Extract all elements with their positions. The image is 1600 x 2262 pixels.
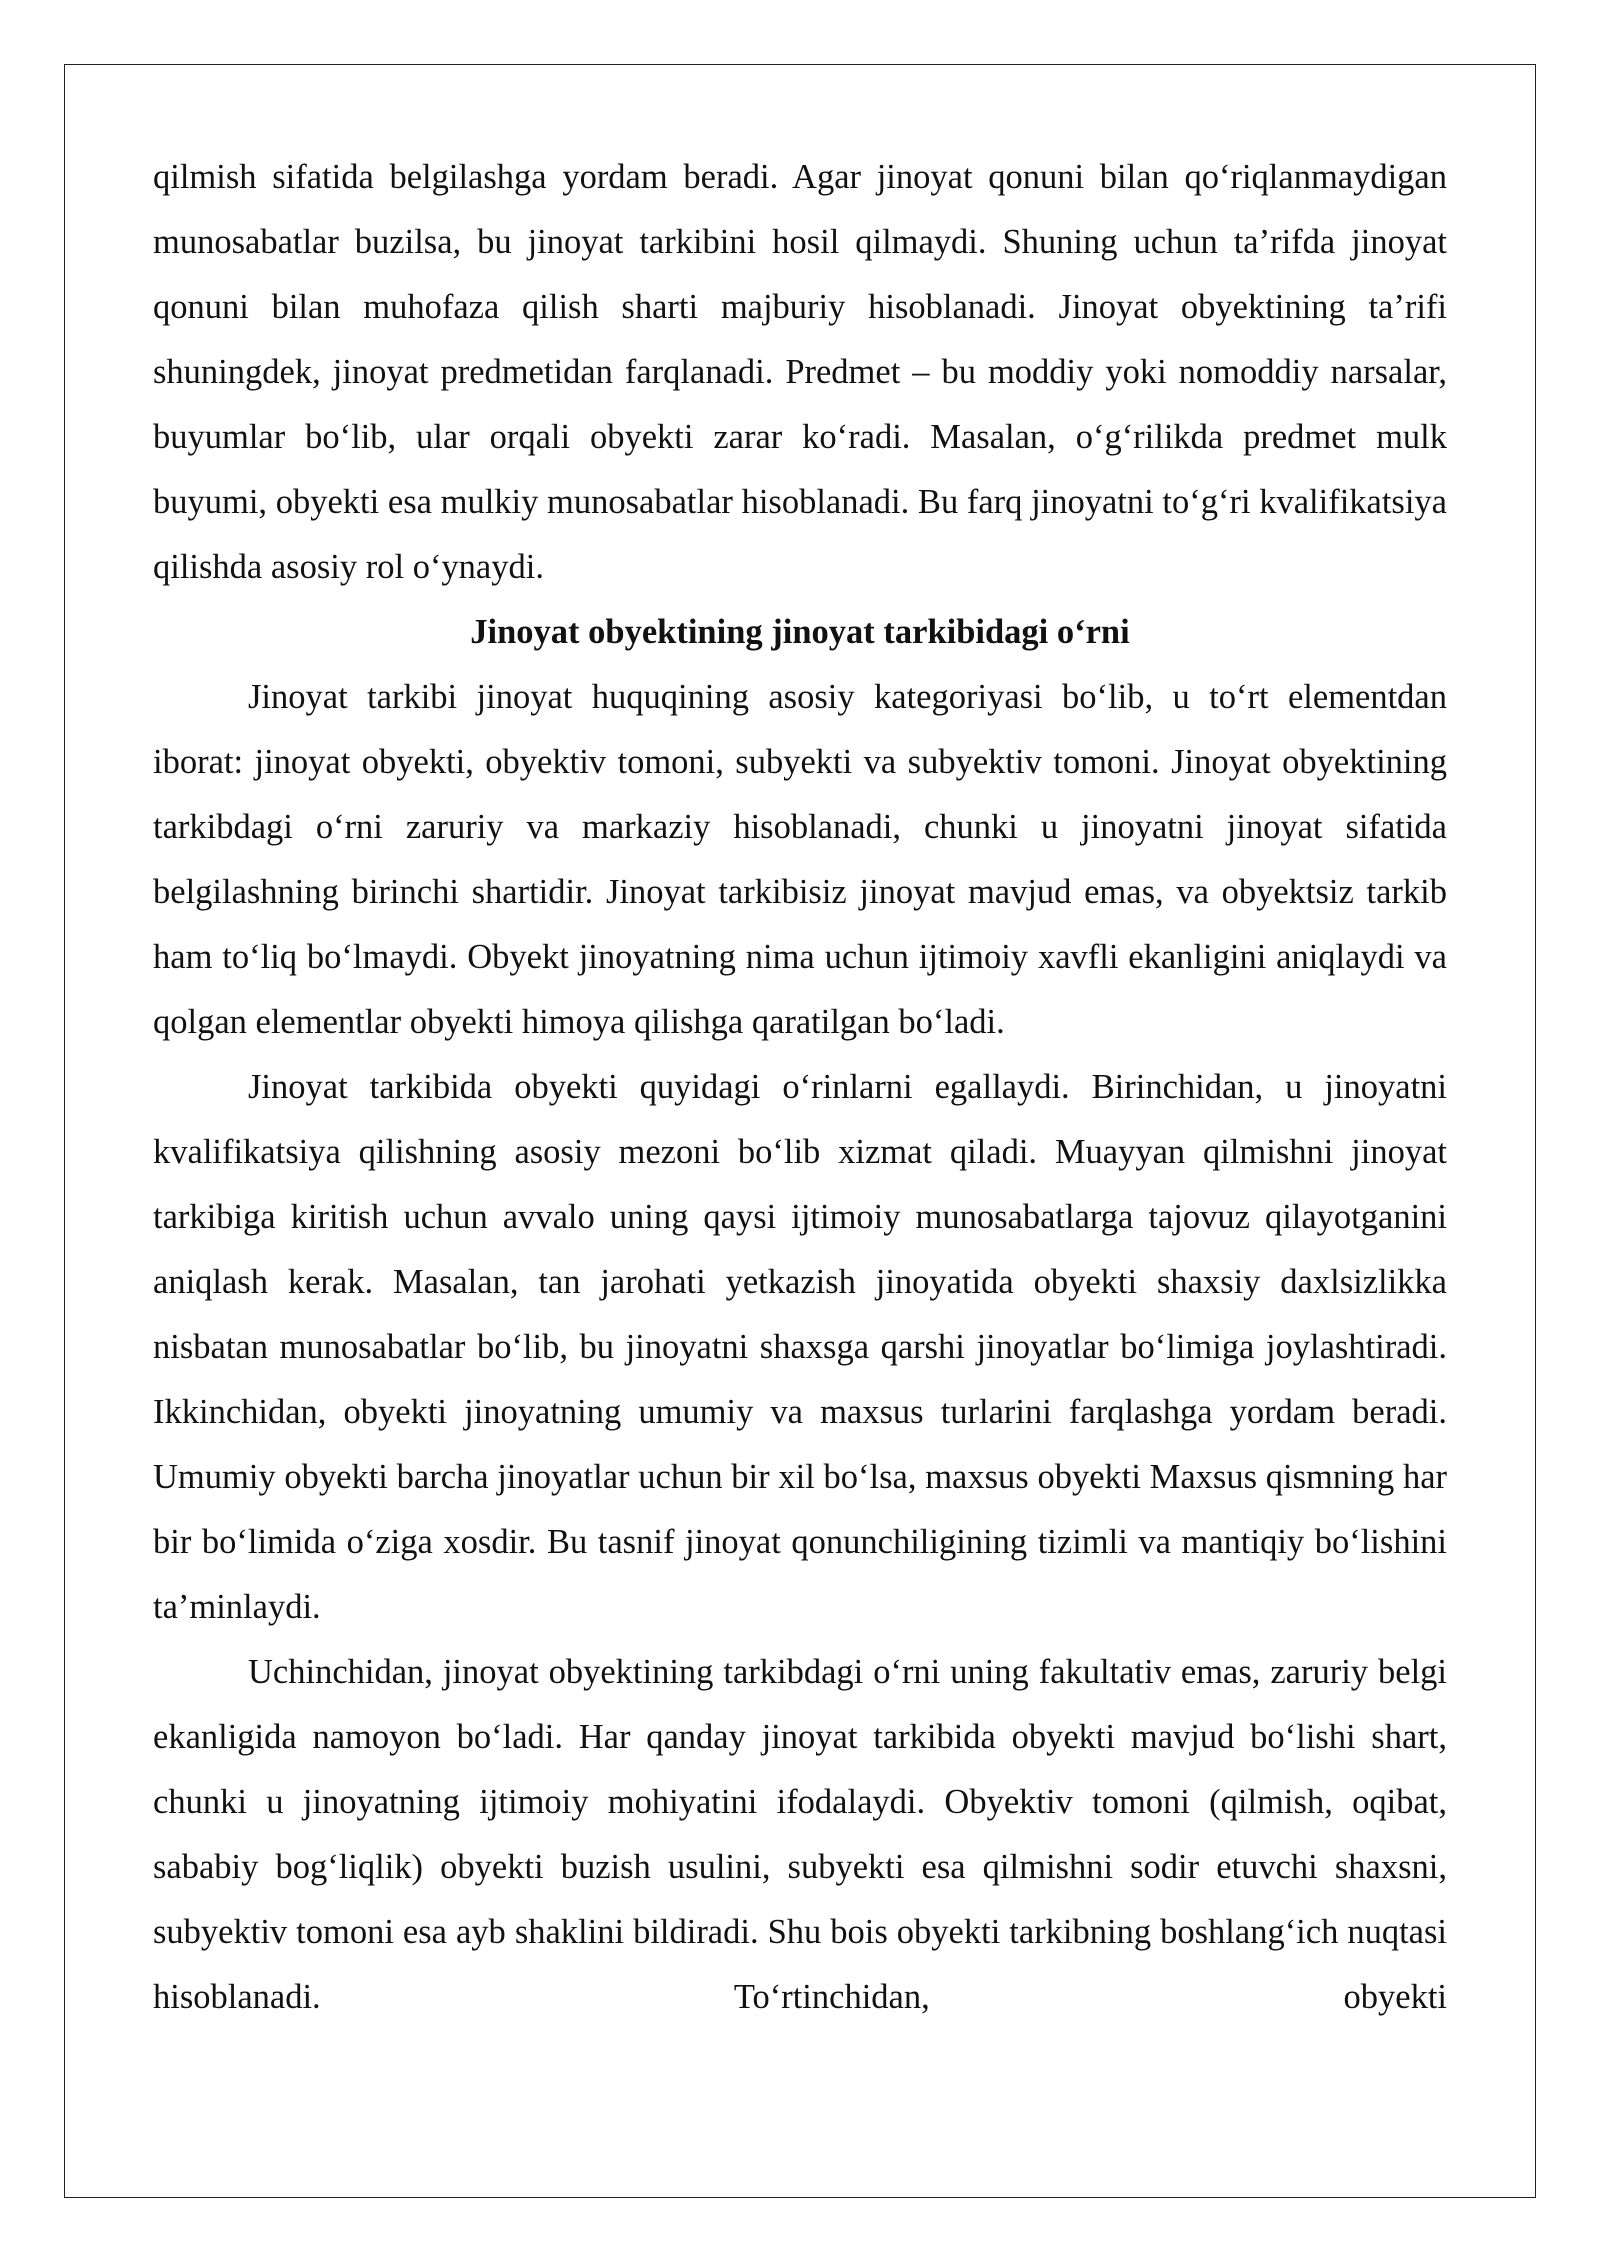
intro-paragraph: qilmish sifatida belgilashga yordam beradi. Agar jinoyat qonuni bilan qo‘riqlanmaydigan munosabatlar buzilsa, bu jinoyat tarkibini hosil qilmaydi. Shuning uchun ta’rifda jinoyat qonuni bilan muhofaza qilish sharti majburiy hisoblanadi. Jinoyat obyektining ta’rifi shuningdek, jinoyat predmetidan farqlanadi. Predmet – bu moddiy yoki nomoddiy narsalar, buyumlar bo‘lib, ular orqali obyekti zarar ko‘radi. Masalan, o‘g‘rilikda predmet mulk buyumi, obyekti esa mulkiy munosabatlar hisoblanadi. Bu farq jinoyatni to‘g‘ri kvalifikatsiya qilishda asosiy rol o‘ynaydi. bbox=[153, 158, 1447, 586]
section-heading: Jinoyat obyektining jinoyat tarkibidagi o‘rni bbox=[470, 613, 1130, 651]
document-body bbox=[153, 145, 1447, 2030]
section-paragraph-1: Jinoyat tarkibi jinoyat huquqining asosiy kategoriyasi bo‘lib, u to‘rt elementdan iborat: jinoyat obyekti, obyektiv tomoni, subyekti va subyektiv tomoni. Jinoyat obyektining tarkibdagi o‘rni zaruriy va markaziy hisoblanadi, chunki u jinoyatni jinoyat sifatida belgilashning birinchi shartidir. Jinoyat tarkibisiz jinoyat mavjud emas, va obyektsiz tarkib ham to‘liq bo‘lmaydi. Obyekt jinoyatning nima uchun ijtimoiy xavfli ekanligini aniqlaydi va qolgan elementlar obyekti himoya qilishga qaratilgan bo‘ladi. bbox=[153, 678, 1447, 1041]
section-paragraph-3: Uchinchidan, jinoyat obyektining tarkibdagi o‘rni uning fakultativ emas, zaruriy belgi ekanligida namoyon bo‘ladi. Har qanday jinoyat tarkibida obyekti mavjud bo‘lishi shart, chunki u jinoyatning ijtimoiy mohiyatini ifodalaydi. Obyektiv tomoni (qilmish, oqibat, sababiy bog‘liqlik) obyekti buzish usulini, subyekti esa qilmishni sodir etuvchi shaxsni, subyektiv tomoni esa ayb shaklini bildiradi. Shu bois obyekti tarkibning boshlang‘ich nuqtasi hisoblanadi. To‘rtinchidan, obyekti bbox=[153, 1653, 1447, 2016]
section-paragraph-2: Jinoyat tarkibida obyekti quyidagi o‘rinlarni egallaydi. Birinchidan, u jinoyatni kvalifikatsiya qilishning asosiy mezoni bo‘lib xizmat qiladi. Muayyan qilmishni jinoyat tarkibiga kiritish uchun avvalo uning qaysi ijtimoiy munosabatlarga tajovuz qilayotganini aniqlash kerak. Masalan, tan jarohati yetkazish jinoyatida obyekti shaxsiy daxlsizlikka nisbatan munosabatlar bo‘lib, bu jinoyatni shaxsga qarshi jinoyatlar bo‘limiga joylashtiradi. Ikkinchidan, obyekti jinoyatning umumiy va maxsus turlarini farqlashga yordam beradi. Umumiy obyekti barcha jinoyatlar uchun bir xil bo‘lsa, maxsus obyekti Maxsus qismning har bir bo‘limida o‘ziga xosdir. Bu tasnif jinoyat qonunchiligining tizimli va mantiqiy bo‘lishini ta’minlaydi. bbox=[153, 1068, 1447, 1626]
